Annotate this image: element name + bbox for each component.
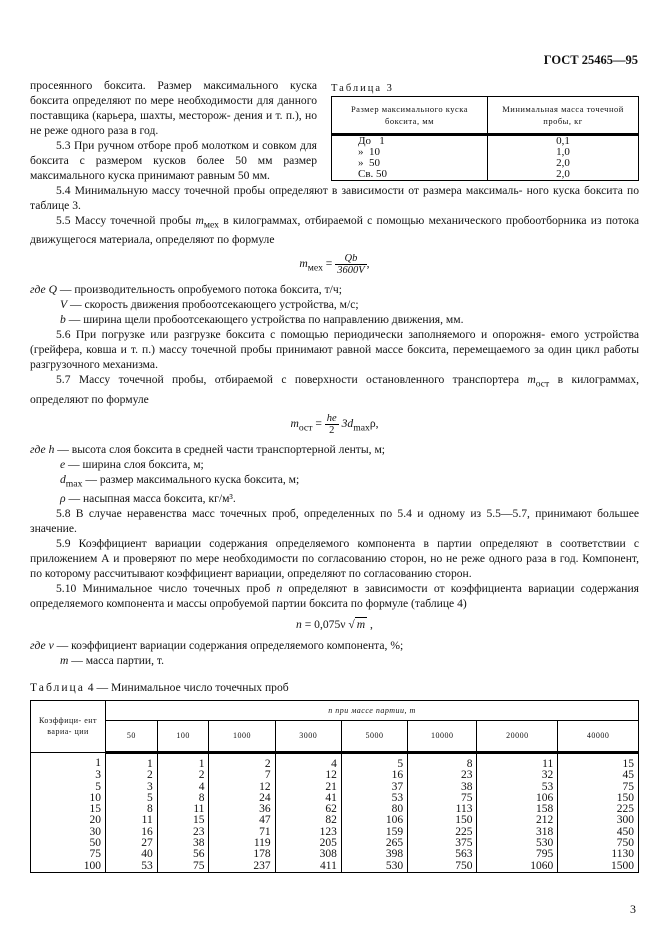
- symbol: b: [60, 313, 66, 327]
- table-4-cell: 16: [106, 827, 158, 838]
- equals: =: [312, 416, 325, 430]
- formula-m-mex: [30, 253, 639, 276]
- table-4-cell: 2: [106, 770, 158, 781]
- formula-m-ost: [30, 413, 639, 436]
- text: 5.7 Массу точечной пробы, отбираемой с поверхности остановленного транспортера: [56, 373, 528, 387]
- table-4-cell: 563: [408, 849, 477, 860]
- text: в килограммах, отбираемой с помощью механического пробоотборника из потока движущегося материала, определяют по формуле: [30, 214, 639, 247]
- text: 5.5 Массу точечной пробы: [56, 214, 196, 227]
- table-4-cell: 53: [106, 861, 158, 873]
- symbol: e: [60, 457, 66, 471]
- table-4-cell: 15: [157, 815, 209, 826]
- table-4-cell: 123: [275, 827, 341, 838]
- table-4-cell: 119: [209, 838, 275, 849]
- table-4-cell: 1060: [477, 861, 558, 873]
- table-4-cell: 1: [157, 752, 209, 770]
- table-3: [331, 81, 639, 181]
- table-4-cell: 50: [31, 838, 106, 849]
- table-3-grid: [331, 96, 639, 181]
- table-4-cell: 3: [106, 782, 158, 793]
- table-3-cell: 0,1: [488, 135, 639, 148]
- table-3-header: Минимальная масса точечной пробы, кг: [488, 97, 639, 135]
- table-4-cell: 106: [477, 793, 558, 804]
- definition-line: [30, 297, 639, 312]
- text: ρ,: [369, 416, 379, 430]
- text: в килограммах, определяют по формуле: [30, 373, 639, 406]
- symbol: m: [195, 214, 204, 227]
- table-4-caption: [30, 680, 639, 695]
- definition-text: — ширина щели пробоотсекающего устройства по направлению движения, мм.: [65, 313, 464, 327]
- table-4-cell: 1: [31, 752, 106, 770]
- symbol: ρ: [60, 491, 66, 505]
- table-3-cell: 1,0: [488, 147, 639, 158]
- text: определяют в зависимости от коэффициента вариации содержания определяемого компонента и массы опробуемой партии боксита по формуле (таблице 4): [30, 581, 639, 610]
- table-4-cell: 10: [31, 793, 106, 804]
- table-4-cell: 530: [477, 838, 558, 849]
- definition-line: [30, 457, 639, 472]
- definition-text: — производительность опробуемого потока боксита, т/ч;: [56, 283, 342, 297]
- table-4-cell: 159: [341, 827, 407, 838]
- table-4-cell: 7: [209, 770, 275, 781]
- paragraph-5-9: 5.9 Коэффициент вариации содержания определяемого компонента в партии определяют в соответствии с приложением А и проверяют по мере необходимости по согласованию сторон, но не реже одного раза в год. Компонент, по которому рассчитывают коэффициент вариации, определяют по согласованию сторон.: [30, 536, 639, 580]
- table-4-cell: 265: [341, 838, 407, 849]
- definition-text: — ширина слоя боксита, м;: [65, 457, 204, 471]
- table-4-cell: 75: [558, 782, 639, 793]
- table-4-cell: 100: [31, 861, 106, 873]
- table-4-cell: 530: [341, 861, 407, 873]
- where1-definitions: [30, 282, 639, 327]
- numerator: Qb: [335, 253, 366, 265]
- equals: =: [322, 257, 336, 271]
- table-4-header-coef: Коэффици- ент вариа- ции: [31, 700, 106, 752]
- definition-line: [30, 638, 639, 653]
- table-4-mass-header: 1000: [209, 720, 275, 752]
- symbol: V: [60, 298, 68, 312]
- table-4-cell: 3: [31, 770, 106, 781]
- table-4-cell: 15: [31, 804, 106, 815]
- table-4-cell: 1500: [558, 861, 639, 873]
- table-4-cell: 212: [477, 815, 558, 826]
- table-4-cell: 225: [408, 827, 477, 838]
- table-4-cell: 75: [157, 861, 209, 873]
- table-4-cell: 62: [275, 804, 341, 815]
- where3-definitions: [30, 638, 639, 668]
- table-3-cell: Св. 50: [332, 169, 488, 181]
- definition-text: — коэффициент вариации содержания определяемого компонента, %;: [53, 638, 404, 652]
- table-4-cell: 205: [275, 838, 341, 849]
- table-4-group-header: [106, 700, 639, 720]
- subscript: мех: [307, 262, 323, 274]
- paragraph-5-8: 5.8 В случае неравенства масс точечных проб, определенных по 5.4 и одному из 5.5—5.7, принимают большее значение.: [30, 506, 639, 535]
- page-number: 3: [630, 902, 636, 916]
- table-4-cell: 11: [477, 752, 558, 770]
- caption-label: Таблица: [30, 680, 85, 694]
- fraction: [335, 253, 366, 276]
- text: = 0,075ν: [301, 617, 349, 631]
- table-4-cell: 795: [477, 849, 558, 860]
- table-4-cell: 308: [275, 849, 341, 860]
- table-3-cell: » 10: [332, 147, 488, 158]
- numerator: he: [326, 412, 337, 424]
- table-4-cell: 12: [209, 782, 275, 793]
- table-4-cell: 80: [341, 804, 407, 815]
- table-4-mass-header: 20000: [477, 720, 558, 752]
- denominator: 3600V: [337, 265, 365, 277]
- symbol: m: [60, 653, 69, 667]
- table-4-cell: 11: [157, 804, 209, 815]
- text: 3d: [338, 416, 354, 430]
- definition-line: [30, 312, 639, 327]
- fraction: [325, 413, 339, 436]
- table-4-cell: 1130: [558, 849, 639, 860]
- definition-line: [30, 491, 639, 506]
- table-4-cell: 38: [408, 782, 477, 793]
- table-4-cell: 53: [341, 793, 407, 804]
- table-4-mass-header: 50: [106, 720, 158, 752]
- subscript: max: [65, 477, 83, 489]
- paragraph-5-3: 5.3 При ручном отборе проб молотком и совком для боксита с размером кусков более 50 мм размер максимального куска принимают равным 50 мм.: [30, 139, 317, 182]
- subscript: ост: [298, 422, 313, 434]
- table-4-cell: 40: [106, 849, 158, 860]
- table-4-cell: 450: [558, 827, 639, 838]
- table-4-cell: 113: [408, 804, 477, 815]
- definition-line: [30, 442, 639, 457]
- subscript: мех: [203, 219, 219, 231]
- subscript: max: [353, 422, 370, 434]
- table-4-cell: 41: [275, 793, 341, 804]
- table-4-cell: 12: [275, 770, 341, 781]
- table-4-cell: 375: [408, 838, 477, 849]
- definition-text: — размер максимального куска боксита, м;: [82, 472, 300, 486]
- table-3-header: Размер максимального куска боксита, мм: [332, 97, 488, 135]
- table-4-cell: 237: [209, 861, 275, 873]
- table-4-cell: 750: [558, 838, 639, 849]
- sqrt-sign: √: [348, 617, 355, 631]
- table-4-row: [31, 770, 639, 781]
- symbol: m: [527, 373, 536, 387]
- definition-line: [30, 472, 639, 491]
- table-4-cell: 37: [341, 782, 407, 793]
- group-header-text: n при массе партии, т: [328, 705, 416, 715]
- table-4-row: [31, 861, 639, 873]
- table-4-mass-header: 40000: [558, 720, 639, 752]
- table-4-cell: 2: [157, 770, 209, 781]
- table-4-cell: 53: [477, 782, 558, 793]
- table-4-cell: 24: [209, 793, 275, 804]
- standard-header: ГОСТ 25465—95: [543, 53, 638, 67]
- radicand: m: [356, 617, 366, 631]
- table-4-cell: 56: [157, 849, 209, 860]
- definition-text: — скорость движения пробоотсекающего устройства, м/с;: [67, 298, 359, 312]
- table-4-cell: 15: [558, 752, 639, 770]
- table-4-cell: 36: [209, 804, 275, 815]
- table-4-row: [31, 752, 639, 770]
- table-3-cell: До 1: [332, 135, 488, 148]
- symbol: где h: [30, 442, 55, 456]
- symbol: d: [60, 472, 66, 486]
- table-4-mass-header: 3000: [275, 720, 341, 752]
- table-4-cell: 16: [341, 770, 407, 781]
- table-4-cell: 1: [106, 752, 158, 770]
- definition-line: [30, 282, 639, 297]
- table-4-cell: 178: [209, 849, 275, 860]
- symbol: m: [290, 416, 299, 430]
- table-4-cell: 225: [558, 804, 639, 815]
- paragraph-5-10: [30, 581, 639, 611]
- table-4-cell: 47: [209, 815, 275, 826]
- definition-text: — высота слоя боксита в средней части транспортерной ленты, м;: [54, 442, 386, 456]
- symbol: где Q: [30, 283, 57, 297]
- table-4-cell: 150: [558, 793, 639, 804]
- definition-text: — насыпная масса боксита, кг/м³.: [65, 491, 236, 505]
- text: 5.10 Минимальное число точечных проб: [56, 581, 277, 595]
- paragraph-intro: просеянного боксита. Размер максимального куска боксита определяют по мере необходимости для данного поставщика (карьера, шахты, месторож- дения и т. п.), но не реже одного раза в год.: [30, 79, 317, 137]
- table-4-cell: 8: [157, 793, 209, 804]
- table-4-cell: 20: [31, 815, 106, 826]
- table-4-mass-header: 10000: [408, 720, 477, 752]
- symbol: где ν: [30, 638, 54, 652]
- table-4-cell: 4: [157, 782, 209, 793]
- formula-n: [30, 617, 639, 632]
- caption-text: 4 — Минимальное число точечных проб: [84, 680, 289, 694]
- definition-text: — масса партии, т.: [68, 653, 165, 667]
- table-4-cell: 30: [31, 827, 106, 838]
- table-4-cell: 2: [209, 752, 275, 770]
- definition-line: [30, 653, 639, 668]
- table-4-cell: 750: [408, 861, 477, 873]
- table-4-cell: 23: [408, 770, 477, 781]
- table-4-cell: 11: [106, 815, 158, 826]
- table-4-row: [31, 849, 639, 860]
- table-4-cell: 158: [477, 804, 558, 815]
- table-4: [30, 700, 639, 873]
- table-4-cell: 5: [106, 793, 158, 804]
- table-4-cell: 4: [275, 752, 341, 770]
- table-4-cell: 5: [31, 782, 106, 793]
- paragraph-5-7: [30, 372, 639, 406]
- table-4-cell: 411: [275, 861, 341, 873]
- table-4-mass-header: 100: [157, 720, 209, 752]
- table-4-cell: 38: [157, 838, 209, 849]
- paragraph-5-5: [30, 213, 639, 247]
- subscript: ост: [535, 378, 550, 390]
- denominator: 2: [329, 424, 335, 436]
- table-4-cell: 398: [341, 849, 407, 860]
- table-4-cell: 32: [477, 770, 558, 781]
- paragraph-5-6: 5.6 При погрузке или разгрузке боксита с помощью периодически заполняемого и опорожня- емого устройства (грейфера, ковша и т. п.) массу точечной пробы принимают равной массе боксита, перемещаемого за один цикл работы разгрузочного механизма.: [30, 328, 639, 372]
- paragraph-5-4: 5.4 Минимальную массу точечной пробы определяют в зависимости от размера максималь- ного куска боксита по таблице 3.: [30, 184, 639, 212]
- table-3-caption: Таблица 3: [331, 83, 394, 94]
- where2-definitions: [30, 442, 639, 506]
- table-4-cell: 21: [275, 782, 341, 793]
- table-4-mass-header: 5000: [341, 720, 407, 752]
- table-4-cell: 75: [408, 793, 477, 804]
- text: ,: [366, 257, 370, 271]
- table-3-cell: 2,0: [488, 158, 639, 169]
- table-4-cell: 5: [341, 752, 407, 770]
- text: ,: [367, 617, 373, 631]
- table-3-row: [332, 169, 639, 181]
- table-4-cell: 45: [558, 770, 639, 781]
- document-body: [30, 78, 639, 873]
- table-4-cell: 300: [558, 815, 639, 826]
- table-3-cell: 2,0: [488, 169, 639, 181]
- symbol: n: [296, 617, 302, 631]
- table-4-cell: 82: [275, 815, 341, 826]
- table-4-cell: 150: [408, 815, 477, 826]
- table-4-cell: 318: [477, 827, 558, 838]
- table-4-cell: 71: [209, 827, 275, 838]
- symbol: m: [299, 257, 308, 271]
- table-4-cell: 106: [341, 815, 407, 826]
- table-4-cell: 27: [106, 838, 158, 849]
- symbol: n: [276, 581, 283, 595]
- table-3-cell: » 50: [332, 158, 488, 169]
- table-4-cell: 8: [408, 752, 477, 770]
- table-4-cell: 75: [31, 849, 106, 860]
- table-4-cell: 23: [157, 827, 209, 838]
- table-4-cell: 8: [106, 804, 158, 815]
